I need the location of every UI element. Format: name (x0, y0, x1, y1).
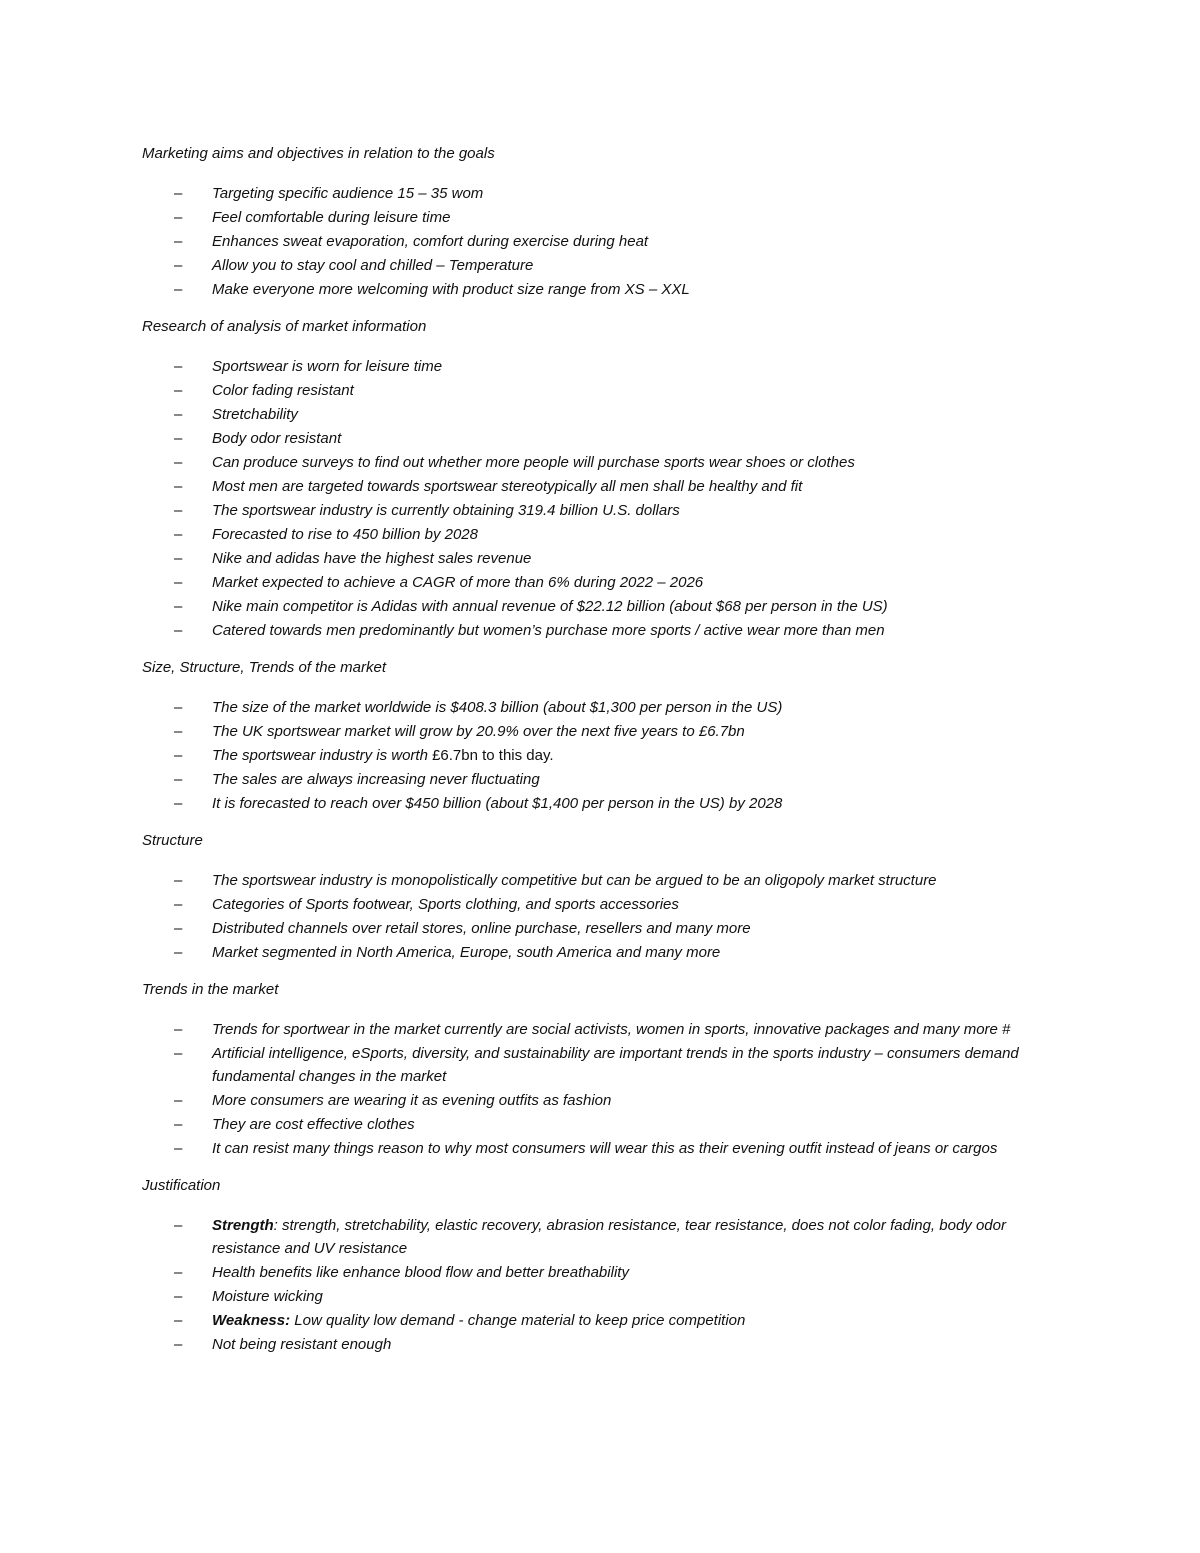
item-text-upright: £6.7bn to this day. (432, 747, 554, 764)
item-text: The sales are always increasing never fluctuating (212, 771, 540, 788)
document-body (142, 142, 1072, 1370)
list-item (142, 1309, 1072, 1332)
item-text: The sportswear industry is monopolistically competitive but can be argued to be an oligopoly market structure (212, 872, 937, 889)
section-heading: Trends in the market (142, 981, 279, 998)
bullet-dash: – (174, 185, 183, 202)
bold-label: Weakness: (212, 1312, 291, 1329)
list-item (142, 230, 1072, 253)
bullet-list (142, 182, 1072, 301)
list-item (142, 744, 1072, 767)
list-item (142, 941, 1072, 964)
item-text: Catered towards men predominantly but women’s purchase more sports / active wear more than men (212, 622, 885, 639)
item-text: Make everyone more welcoming with product size range from XS – XXL (212, 281, 690, 298)
list-item (142, 1018, 1072, 1041)
bullet-dash: – (174, 1336, 183, 1353)
section (142, 829, 1072, 964)
item-text: Targeting specific audience 15 – 35 wom (212, 185, 484, 202)
item-text: Artificial intelligence, eSports, diversity, and sustainability are important trends in the sports industry – consumers demand fundamental changes in the market (212, 1045, 1019, 1085)
bullet-dash: – (174, 795, 183, 812)
section-heading: Structure (142, 832, 203, 849)
item-text: Nike and adidas have the highest sales revenue (212, 550, 532, 567)
list-item (142, 451, 1072, 474)
bullet-dash: – (174, 1045, 183, 1062)
section (142, 1174, 1072, 1356)
section-heading: Marketing aims and objectives in relation to the goals (142, 145, 495, 162)
bullet-dash: – (174, 771, 183, 788)
bullet-dash: – (174, 1021, 183, 1038)
list-item (142, 1089, 1072, 1112)
list-item (142, 917, 1072, 940)
bullet-dash: – (174, 1116, 183, 1133)
item-text: Body odor resistant (212, 430, 342, 447)
item-text: Market segmented in North America, Europe, south America and many more (212, 944, 721, 961)
item-text: Feel comfortable during leisure time (212, 209, 451, 226)
section (142, 978, 1072, 1160)
item-text: Can produce surveys to find out whether more people will purchase sports wear shoes or clothes (212, 454, 855, 471)
list-item (142, 1285, 1072, 1308)
list-item (142, 720, 1072, 743)
list-item (142, 523, 1072, 546)
item-text: It can resist many things reason to why most consumers will wear this as their evening outfit instead of jeans or cargos (212, 1140, 998, 1157)
list-item (142, 379, 1072, 402)
item-text: Health benefits like enhance blood flow and better breathability (212, 1264, 629, 1281)
bullet-list (142, 1018, 1072, 1160)
item-text: Market expected to achieve a CAGR of more than 6% during 2022 – 2026 (212, 574, 704, 591)
bullet-dash: – (174, 944, 183, 961)
item-text: The size of the market worldwide is $408.3 billion (about $1,300 per person in the US) (212, 699, 783, 716)
item-text: Forecasted to rise to 450 billion by 2028 (212, 526, 478, 543)
list-item (142, 475, 1072, 498)
section (142, 142, 1072, 301)
list-item (142, 355, 1072, 378)
bullet-dash: – (174, 233, 183, 250)
list-item (142, 1042, 1072, 1088)
item-text: It is forecasted to reach over $450 billion (about $1,400 per person in the US) by 2028 (212, 795, 783, 812)
list-item (142, 403, 1072, 426)
item-text: The sportswear industry is worth (212, 747, 433, 764)
list-item (142, 1333, 1072, 1356)
bullet-dash: – (174, 358, 183, 375)
list-item (142, 792, 1072, 815)
list-item (142, 869, 1072, 892)
bullet-list (142, 1214, 1072, 1356)
bullet-dash: – (174, 1312, 183, 1329)
item-text: Distributed channels over retail stores, online purchase, resellers and many more (212, 920, 751, 937)
item-text: Categories of Sports footwear, Sports clothing, and sports accessories (212, 896, 679, 913)
bullet-dash: – (174, 598, 183, 615)
bullet-dash: – (174, 574, 183, 591)
item-text: Enhances sweat evaporation, comfort during exercise during heat (212, 233, 649, 250)
bullet-dash: – (174, 747, 183, 764)
bullet-dash: – (174, 257, 183, 274)
item-text: The UK sportswear market will grow by 20.9% over the next five years to £6.7bn (212, 723, 745, 740)
list-item (142, 893, 1072, 916)
bullet-dash: – (174, 382, 183, 399)
list-item (142, 1137, 1072, 1160)
item-text: Most men are targeted towards sportswear stereotypically all men shall be healthy and fit (212, 478, 803, 495)
bullet-dash: – (174, 454, 183, 471)
list-item (142, 427, 1072, 450)
list-item (142, 595, 1072, 618)
list-item (142, 768, 1072, 791)
list-item (142, 1113, 1072, 1136)
bullet-dash: – (174, 1140, 183, 1157)
section (142, 656, 1072, 815)
list-item (142, 619, 1072, 642)
bullet-dash: – (174, 622, 183, 639)
bold-label: Strength (212, 1217, 274, 1234)
list-item (142, 1214, 1072, 1260)
list-item (142, 696, 1072, 719)
bullet-dash: – (174, 872, 183, 889)
list-item (142, 182, 1072, 205)
bullet-dash: – (174, 1288, 183, 1305)
item-text: They are cost effective clothes (212, 1116, 415, 1133)
item-text: Allow you to stay cool and chilled – Temperature (212, 257, 534, 274)
section-heading: Research of analysis of market information (142, 318, 427, 335)
bullet-dash: – (174, 502, 183, 519)
item-text: Color fading resistant (212, 382, 354, 399)
bullet-list (142, 869, 1072, 964)
section (142, 315, 1072, 642)
item-text: : strength, stretchability, elastic recovery, abrasion resistance, tear resistance, does not color fading, body odor resistance and UV resistance (212, 1217, 1006, 1257)
item-text: Low quality low demand - change material to keep price competition (290, 1312, 746, 1329)
item-text: Sportswear is worn for leisure time (212, 358, 443, 375)
item-text: Not being resistant enough (212, 1336, 392, 1353)
list-item (142, 547, 1072, 570)
bullet-dash: – (174, 896, 183, 913)
bullet-dash: – (174, 699, 183, 716)
list-item (142, 1261, 1072, 1284)
bullet-dash: – (174, 1264, 183, 1281)
bullet-dash: – (174, 723, 183, 740)
item-text: Stretchability (212, 406, 298, 423)
item-text: More consumers are wearing it as evening outfits as fashion (212, 1092, 612, 1109)
bullet-dash: – (174, 281, 183, 298)
bullet-dash: – (174, 550, 183, 567)
bullet-list (142, 696, 1072, 815)
item-text: Moisture wicking (212, 1288, 323, 1305)
section-heading: Justification (142, 1177, 221, 1194)
section-heading: Size, Structure, Trends of the market (142, 659, 386, 676)
bullet-dash: – (174, 920, 183, 937)
item-text: The sportswear industry is currently obtaining 319.4 billion U.S. dollars (212, 502, 680, 519)
list-item (142, 254, 1072, 277)
bullet-dash: – (174, 1217, 183, 1234)
bullet-dash: – (174, 209, 183, 226)
bullet-dash: – (174, 430, 183, 447)
item-text: Trends for sportwear in the market currently are social activists, women in sports, innovative packages and many more # (212, 1021, 1011, 1038)
list-item (142, 206, 1072, 229)
bullet-dash: – (174, 478, 183, 495)
item-text: Nike main competitor is Adidas with annual revenue of $22.12 billion (about $68 per person in the US) (212, 598, 888, 615)
list-item (142, 278, 1072, 301)
list-item (142, 499, 1072, 522)
list-item (142, 571, 1072, 594)
bullet-dash: – (174, 406, 183, 423)
bullet-list (142, 355, 1072, 642)
bullet-dash: – (174, 526, 183, 543)
bullet-dash: – (174, 1092, 183, 1109)
